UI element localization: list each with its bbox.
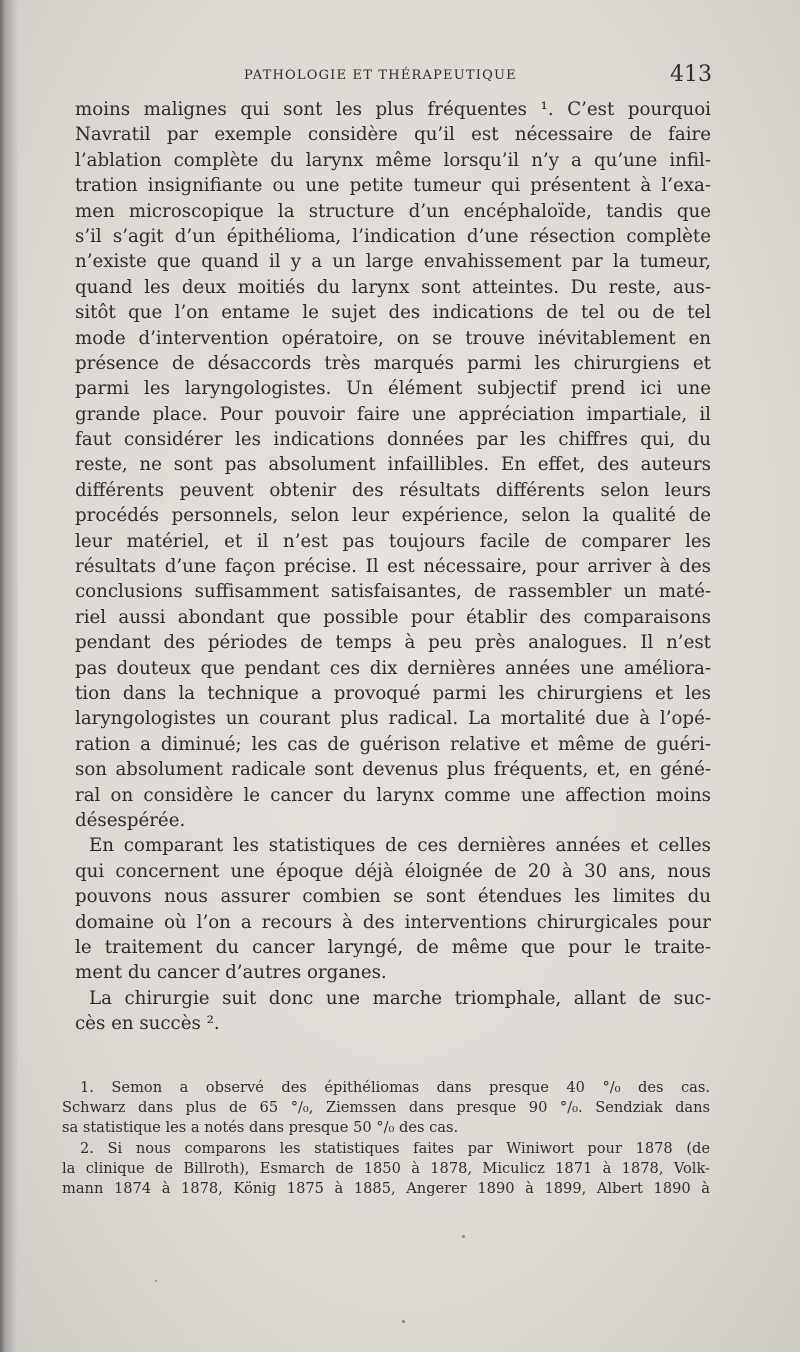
- paper-speck: [462, 1235, 465, 1238]
- running-title: PATHOLOGIE ET THÉRAPEUTIQUE: [244, 68, 517, 83]
- body-line: domaine où l’on a recours à des interventions chirurgicales pour: [75, 911, 711, 933]
- body-line: présence de désaccords très marqués parmi les chirurgiens et: [75, 352, 711, 374]
- page-number: 413: [670, 62, 712, 87]
- body-line: ral on considère le cancer du larynx comme une affection moins: [75, 784, 711, 806]
- body-line: résultats d’une façon précise. Il est nécessaire, pour arriver à des: [75, 556, 711, 578]
- footnote-line: mann 1874 à 1878, König 1875 à 1885, Angerer 1890 à 1899, Albert 1890 à: [62, 1179, 710, 1197]
- body-line: s’il s’agit d’un épithélioma, l’indication d’une résection complète: [75, 225, 711, 247]
- body-line: qui concernent une époque déjà éloignée de 20 à 30 ans, nous: [75, 860, 711, 882]
- body-line: ration a diminué; les cas de guérison relative et même de guéri-: [75, 733, 711, 755]
- body-line: faut considérer les indications données par les chiffres qui, du: [75, 429, 711, 451]
- body-line: tion dans la technique a provoqué parmi les chirurgiens et les: [75, 682, 711, 704]
- body-line: différents peuvent obtenir des résultats différents selon leurs: [75, 479, 711, 501]
- body-line: Navratil par exemple considère qu’il est nécessaire de faire: [75, 124, 711, 146]
- body-line: conclusions suffisamment satisfaisantes, de rassembler un maté-: [75, 581, 711, 603]
- body-line: pas douteux que pendant ces dix dernières années une améliora-: [75, 657, 711, 679]
- paper-speck: [155, 1280, 157, 1282]
- body-line: désespérée.: [75, 809, 186, 831]
- body-line: le traitement du cancer laryngé, de même que pour le traite-: [75, 936, 711, 958]
- footnote-line: la clinique de Billroth), Esmarch de 1850 à 1878, Miculicz 1871 à 1878, Volk-: [62, 1159, 710, 1177]
- body-line: n’existe que quand il y a un large envahissement par la tumeur,: [75, 251, 711, 273]
- body-line: pouvons nous assurer combien se sont étendues les limites du: [75, 886, 711, 908]
- footnote-line: 2. Si nous comparons les statistiques faites par Winiwort pour 1878 (de: [80, 1139, 710, 1157]
- footnotes: [62, 1078, 710, 1199]
- body-line: grande place. Pour pouvoir faire une appréciation impartiale, il: [75, 403, 711, 425]
- footnote-line: sa statistique les a notés dans presque 50 °/₀ des cas.: [62, 1119, 459, 1137]
- footnote-line: 1. Semon a observé des épithéliomas dans presque 40 °/₀ des cas.: [80, 1079, 710, 1096]
- body-line: mode d’intervention opératoire, on se trouve inévitablement en: [75, 327, 711, 349]
- running-head: [72, 62, 712, 92]
- body-line: parmi les laryngologistes. Un élément subjectif prend ici une: [75, 378, 711, 400]
- body-line: sitôt que l’on entame le sujet des indications de tel ou de tel: [75, 302, 711, 324]
- body-line: ment du cancer d’autres organes.: [75, 962, 387, 984]
- body-line: La chirurgie suit donc une marche triomphale, allant de suc-: [89, 987, 711, 1009]
- paper-speck: [402, 1320, 405, 1323]
- body-line: son absolument radicale sont devenus plus fréquents, et, en géné-: [75, 759, 711, 781]
- footnote-line: Schwarz dans plus de 65 °/₀, Ziemssen dans presque 90 °/₀. Sendziak dans: [62, 1099, 710, 1117]
- body-text: [75, 97, 711, 1036]
- body-line: tration insignifiante ou une petite tumeur qui présentent à l’exa-: [75, 175, 711, 197]
- body-line: riel aussi abondant que possible pour établir des comparaisons: [75, 606, 711, 628]
- body-line: reste, ne sont pas absolument infaillibles. En effet, des auteurs: [75, 454, 711, 476]
- body-line: pendant des périodes de temps à peu près analogues. Il n’est: [75, 632, 711, 654]
- body-line: l’ablation complète du larynx même lorsqu’il n’y a qu’une infil-: [75, 149, 711, 171]
- body-line: laryngologistes un courant plus radical. La mortalité due à l’opé-: [75, 708, 711, 730]
- body-line: men microscopique la structure d’un encéphaloïde, tandis que: [75, 200, 711, 222]
- body-line: leur matériel, et il n’est pas toujours facile de comparer les: [75, 530, 711, 552]
- body-line: cès en succès ².: [75, 1013, 220, 1035]
- body-line: En comparant les statistiques de ces dernières années et celles: [89, 835, 711, 857]
- body-line: procédés personnels, selon leur expérience, selon la qualité de: [75, 505, 711, 527]
- page-binding-shadow: [0, 0, 18, 1352]
- body-line: quand les deux moitiés du larynx sont atteintes. Du reste, aus-: [75, 276, 711, 298]
- body-line: moins malignes qui sont les plus fréquentes ¹. C’est pourquoi: [75, 99, 711, 120]
